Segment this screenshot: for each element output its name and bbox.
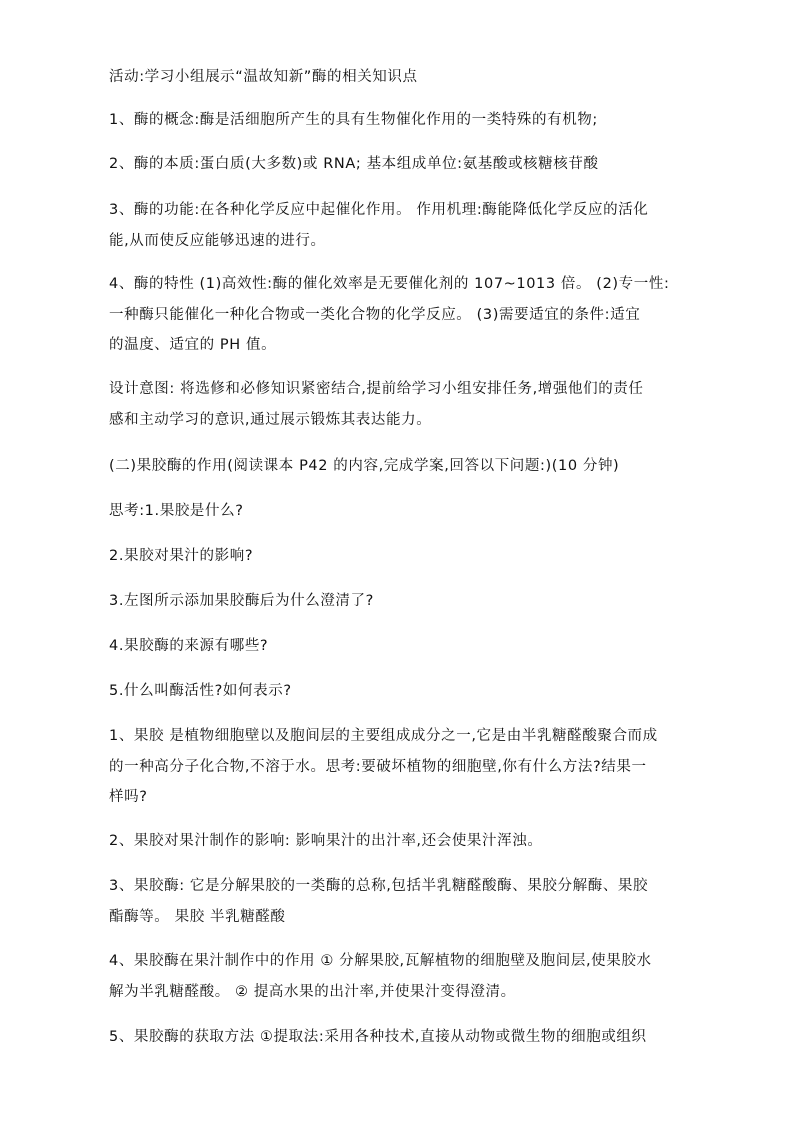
text-line: 3.左图所示添加果胶酶后为什么澄清了? — [109, 593, 374, 609]
enzyme-function-paragraph — [109, 195, 689, 256]
text-line: 思考:1.果胶是什么? — [109, 503, 244, 519]
answer-4-paragraph — [109, 946, 689, 1007]
text-line: 1、果胶 是植物细胞壁以及胞间层的主要组成成分之一,它是由半乳糖醛酸聚合而成 — [109, 728, 658, 744]
question-3 — [109, 586, 689, 617]
text-line: 4、果胶酶在果汁制作中的作用 ① 分解果胶,瓦解植物的细胞壁及胞间层,使果胶水 — [109, 953, 652, 969]
enzyme-properties-paragraph — [109, 269, 689, 361]
answer-2-paragraph — [109, 826, 689, 857]
text-line: 的一种高分子化合物,不溶于水。思考:要破坏植物的细胞壁,你有什么方法?结果一 — [109, 758, 647, 775]
text-line: 2.果胶对果汁的影响? — [109, 548, 254, 564]
answer-3-paragraph — [109, 871, 689, 932]
text-line: 4、酶的特性 (1)高效性:酶的催化效率是无要催化剂的 107~1013 倍。 (2)专一性: — [109, 276, 670, 292]
question-1 — [109, 496, 689, 527]
text-line: 2、果胶对果汁制作的影响: 影响果汁的出汁率,还会使果汁浑浊。 — [109, 833, 543, 849]
answer-1-paragraph — [109, 721, 689, 813]
text-line: 3、果胶酶: 它是分解果胶的一类酶的总称,包括半乳糖醛酸酶、果胶分解酶、果胶 — [109, 878, 649, 894]
text-line: 样吗? — [109, 789, 148, 805]
text-line: 设计意图: 将选修和必修知识紧密结合,提前给学习小组安排任务,增强他们的责任 — [109, 381, 644, 397]
text-line: 1、酶的概念:酶是活细胞所产生的具有生物催化作用的一类特殊的有机物; — [109, 112, 598, 128]
text-line: 5、果胶酶的获取方法 ①提取法:采用各种技术,直接从动物或微生物的细胞或组织 — [109, 1029, 647, 1045]
section-heading-pectinase — [109, 451, 689, 482]
text-line: 2、酶的本质:蛋白质(大多数)或 RNA; 基本组成单位:氨基酸或核糖核苷酸 — [109, 156, 599, 172]
text-line: 5.什么叫酶活性?如何表示? — [109, 683, 292, 699]
question-5 — [109, 676, 689, 707]
enzyme-essence-paragraph — [109, 149, 689, 180]
text-line: 能,从而使反应能够迅速的进行。 — [109, 232, 326, 249]
text-line: 解为半乳糖醛酸。 ② 提高水果的出汁率,并使果汁变得澄清。 — [109, 983, 516, 1000]
answer-5-paragraph — [109, 1022, 689, 1053]
design-intent-paragraph — [109, 374, 689, 435]
enzyme-concept-paragraph — [109, 105, 689, 136]
text-line: 活动:学习小组展示“温故知新”酶的相关知识点 — [109, 69, 418, 85]
activity-heading — [109, 62, 689, 93]
text-line: 4.果胶酶的来源有哪些? — [109, 638, 269, 654]
text-line: 酯酶等。 果胶 半乳糖醛酸 — [109, 908, 286, 925]
text-line: 感和主动学习的意识,通过展示锻炼其表达能力。 — [109, 411, 432, 428]
question-4 — [109, 631, 689, 662]
text-line: 的温度、适宜的 PH 值。 — [109, 337, 277, 353]
text-line: 一种酶只能催化一种化合物或一类化合物的化学反应。 (3)需要适宜的条件:适宜 — [109, 306, 641, 323]
text-line: 3、酶的功能:在各种化学反应中起催化作用。 作用机理:酶能降低化学反应的活化 — [109, 202, 649, 218]
question-2 — [109, 541, 689, 572]
text-line: (二)果胶酶的作用(阅读课本 P42 的内容,完成学案,回答以下问题:)(10 分钟) — [109, 458, 620, 474]
